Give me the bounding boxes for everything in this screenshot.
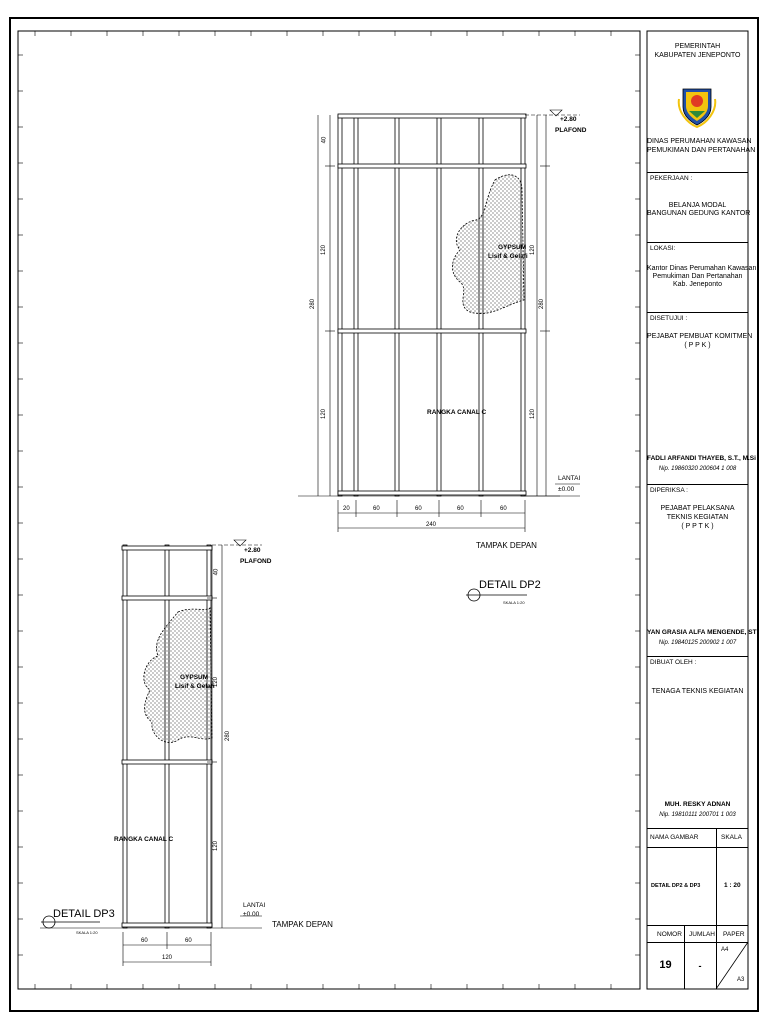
dp3-view-label: TAMPAK DEPAN — [272, 920, 333, 929]
agency-line2: PEMUKIMAN DAN PERTANAHAN — [647, 147, 756, 154]
dp3-dim-right-top: 40 — [213, 568, 220, 576]
dp2-dim-left-mid: 120 — [321, 244, 328, 256]
owner-line2: KABUPATEN JENEPONTO — [654, 52, 741, 59]
diperiksa-role3: ( P P T K ) — [681, 523, 714, 530]
dp2-level-top: +2.80 — [560, 116, 577, 123]
dibuat-role: TENAGA TEKNIS KEGIATAN — [651, 688, 744, 695]
dp3-detail-scale: SKALA 1:20 — [76, 930, 98, 935]
dp2-stud — [395, 115, 399, 496]
dp3-dim-bottom-1: 60 — [185, 938, 192, 944]
dp2-gypsum-sub: Lisif & Gelafi — [488, 253, 528, 260]
dibuat-nip: Nip. 19810111 200701 1 003 — [659, 812, 736, 818]
diperiksa-label: DIPERIKSA : — [650, 487, 688, 494]
dp2-dim-bottom-total: 240 — [426, 522, 437, 528]
disetujui-section — [647, 312, 756, 484]
disetujui-name: FADLI ARFANDI THAYEB, S.T., M.Si — [647, 455, 756, 462]
dp2-dim-bottom-2: 60 — [415, 506, 422, 512]
dp3-level-bottom: ±0.00 — [243, 911, 260, 918]
nama-gambar-value: DETAIL DP2 & DP3 — [651, 883, 701, 889]
diperiksa-role1: PEJABAT PELAKSANA — [660, 505, 735, 512]
diperiksa-role2: TEKNIS KEGIATAN — [666, 514, 729, 521]
paper-a4: A4 — [721, 947, 729, 953]
dp3-elevation — [40, 540, 262, 966]
dp2-rail — [338, 114, 526, 118]
dp2-stud — [354, 115, 358, 496]
dp2-frame-label: RANGKA CANAL C — [427, 409, 487, 416]
dp2-view-label: TAMPAK DEPAN — [476, 541, 537, 550]
dibuat-section — [647, 656, 748, 828]
nama-gambar-label: NAMA GAMBAR — [650, 834, 699, 841]
dp2-rail — [338, 329, 526, 333]
jumlah-label: JUMLAH — [689, 931, 716, 938]
jumlah-value: - — [698, 961, 702, 971]
inner-border — [18, 31, 640, 989]
pekerjaan-section — [647, 172, 751, 242]
dp2-dim-left-bot: 120 — [321, 408, 328, 420]
dp2-dim-bottom-3: 60 — [457, 506, 464, 512]
dp2-elevation — [298, 110, 580, 601]
nomor-value: 19 — [659, 959, 672, 971]
dp3-rail — [122, 923, 212, 927]
dp2-dim-right-bot: 120 — [530, 408, 537, 420]
disetujui-role1: PEJABAT PEMBUAT KOMITMEN — [647, 333, 753, 340]
dp3-level-top-name: PLAFOND — [240, 558, 272, 565]
skala-value: 1 : 20 — [724, 882, 741, 889]
dp2-rail — [338, 491, 526, 495]
dp3-dim-right-bot: 120 — [213, 840, 220, 852]
diperiksa-nip: Nip. 19840125 200902 1 007 — [658, 640, 737, 646]
dp2-detail-scale: SKALA 1:20 — [503, 600, 525, 605]
dp3-detail-title: DETAIL DP3 — [53, 908, 115, 920]
dp3-rail — [122, 596, 212, 600]
lokasi-line3: Kab. Jeneponto — [672, 281, 723, 288]
paper-a3: A3 — [737, 977, 745, 983]
owner-line1: PEMERINTAH — [674, 43, 721, 50]
dp3-dim-bottom-0: 60 — [141, 938, 148, 944]
paper-label: PAPER — [723, 931, 745, 938]
dp3-rail — [122, 546, 212, 550]
dp2-dim-left-total: 280 — [310, 298, 317, 310]
lokasi-label: LOKASI: — [650, 245, 676, 252]
dp3-dim-right-mid: 120 — [213, 676, 220, 688]
dp3-frame-label: RANGKA CANAL C — [114, 836, 174, 843]
disetujui-nip: Nip. 19860320 200604 1 008 — [658, 466, 737, 472]
dp2-level-bottom-name: LANTAI — [558, 475, 581, 482]
disetujui-label: DISETUJUI : — [650, 315, 688, 322]
dp3-dim-bottom-total: 120 — [162, 955, 173, 961]
diperiksa-section — [647, 484, 757, 656]
dp2-rail — [338, 164, 526, 168]
pekerjaan-line1: BELANJA MODAL — [668, 202, 727, 209]
nomor-label: NOMOR — [657, 931, 682, 938]
dp2-dim-bottom-4: 60 — [500, 506, 507, 512]
dp2-dim-bottom-1: 60 — [373, 506, 380, 512]
dp3-gypsum-sub: Lisif & Gelafi — [175, 683, 215, 690]
diperiksa-name: YAN GRASIA ALFA MENGENDE, ST — [647, 629, 757, 636]
dp2-dim-left-top: 40 — [321, 136, 328, 144]
dp3-dim-right-total: 280 — [225, 730, 232, 742]
dp3-gypsum-label: GYPSUM — [180, 674, 209, 681]
dp2-gypsum-label: GYPSUM — [498, 244, 527, 251]
dp2-dim-right-mid: 120 — [530, 244, 537, 256]
disetujui-role2: ( P P K ) — [684, 342, 711, 349]
dp3-level-top: +2.80 — [244, 547, 261, 554]
skala-label: SKALA — [721, 834, 742, 841]
dp2-dim-right-total: 280 — [539, 298, 546, 310]
dibuat-label: DIBUAT OLEH : — [650, 659, 697, 666]
lokasi-line1: Kantor Dinas Perumahan Kawasan — [647, 265, 757, 272]
nama-gambar-section — [647, 828, 748, 925]
lokasi-section — [647, 242, 757, 312]
pekerjaan-label: PEKERJAAN : — [650, 175, 693, 182]
dp2-stud — [338, 115, 342, 496]
dibuat-name: MUH. RESKY ADNAN — [664, 801, 731, 808]
dp3-rail — [122, 760, 212, 764]
dp2-dim-bottom-0: 20 — [343, 506, 350, 512]
pekerjaan-line2: BANGUNAN GEDUNG KANTOR — [647, 210, 751, 217]
dp2-stud — [437, 115, 441, 496]
dp2-stud — [521, 115, 525, 496]
title-block — [647, 31, 757, 989]
dp2-level-bottom: ±0.00 — [558, 486, 575, 493]
dp3-stud — [123, 545, 127, 928]
grid-ruler-ticks — [18, 31, 640, 989]
agency-line1: DINAS PERUMAHAN KAWASAN — [647, 138, 752, 145]
lokasi-line2: Pemukiman Dan Pertanahan — [652, 273, 743, 280]
nomor-section — [647, 925, 748, 989]
dp3-level-bottom-name: LANTAI — [243, 902, 266, 909]
dp2-detail-title: DETAIL DP2 — [479, 579, 541, 591]
dp2-level-top-name: PLAFOND — [555, 127, 587, 134]
